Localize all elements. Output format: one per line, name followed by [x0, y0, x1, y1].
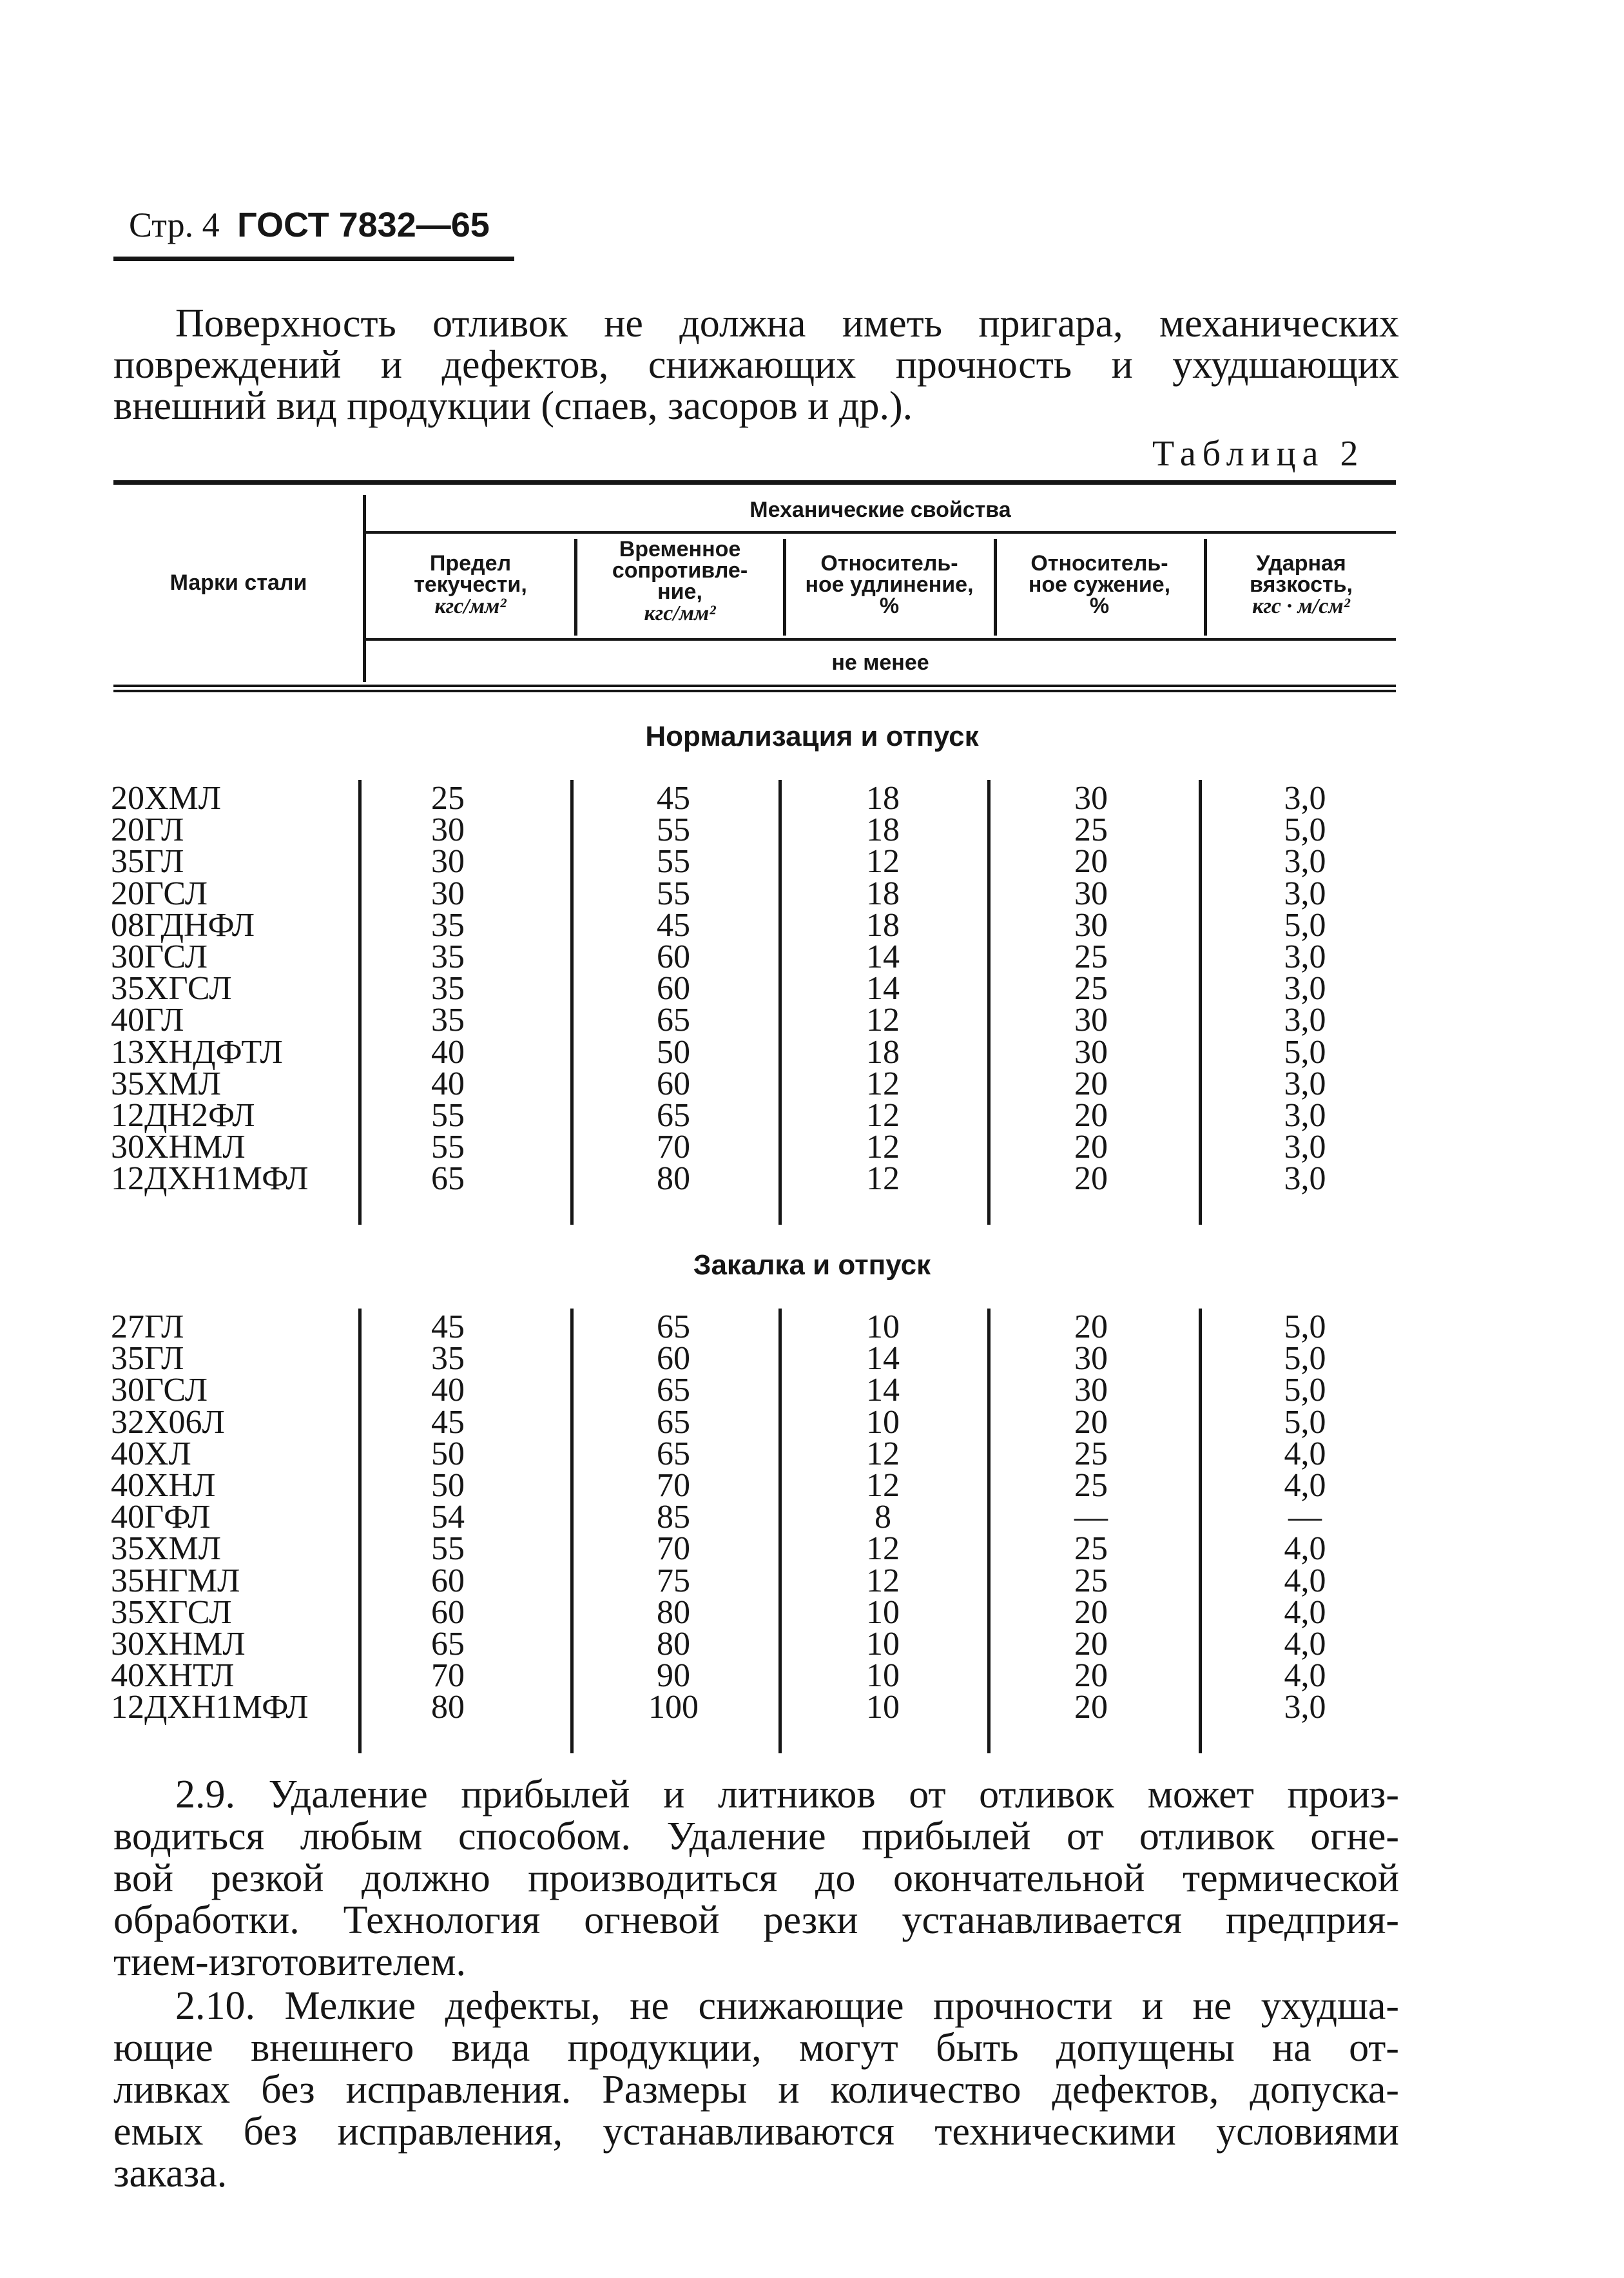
table-row — [0, 1467, 1624, 1504]
tensile-strength-cell: 60 — [657, 970, 690, 1008]
header-impact-strength: Ударная вязкость, кгс · м/см² — [1250, 551, 1353, 618]
grade-cell: 35НГМЛ — [111, 1562, 240, 1599]
yield-strength-cell: 35 — [431, 970, 465, 1008]
text-line: обработки. Технология огневой резки устанавливается предприя- — [113, 1898, 1399, 1942]
elongation-cell: 12 — [866, 1160, 900, 1198]
text-line: тием-изготовителем. — [113, 1940, 466, 1984]
header-sub-rule — [365, 638, 1396, 641]
reduction-cell: 20 — [1074, 1593, 1108, 1631]
table-row — [0, 1403, 1624, 1441]
reduction-cell: 25 — [1074, 1467, 1108, 1504]
impact-cell: 3,0 — [1284, 970, 1326, 1008]
page-number: Стр. 4 — [129, 206, 220, 244]
header-group: Механические свойства — [749, 498, 1011, 522]
tensile-strength-cell: 45 — [657, 906, 690, 944]
table-row — [0, 941, 1624, 973]
tensile-strength-cell: 70 — [657, 1467, 690, 1504]
text-line: вой резкой должно производиться до окончательной термической — [113, 1856, 1399, 1900]
table-row — [0, 1530, 1624, 1568]
reduction-cell: 25 — [1074, 939, 1108, 975]
reduction-cell: 30 — [1074, 1372, 1108, 1409]
yield-strength-cell: 45 — [431, 1309, 465, 1345]
grade-cell: 35ХМЛ — [111, 1065, 222, 1102]
tensile-strength-cell: 65 — [657, 1403, 690, 1441]
impact-cell: 3,0 — [1284, 843, 1326, 881]
tensile-strength-cell: 65 — [657, 1002, 690, 1039]
impact-cell: 4,0 — [1284, 1562, 1326, 1599]
table-row — [0, 1499, 1624, 1536]
grade-cell: 08ГДНФЛ — [111, 906, 255, 944]
tensile-strength-cell: 65 — [657, 1435, 690, 1472]
tensile-strength-cell: 80 — [657, 1160, 690, 1198]
tensile-strength-cell: 55 — [657, 875, 690, 912]
impact-cell: 3,0 — [1284, 1002, 1326, 1039]
header-yield-strength: Предел текучести, кгс/мм² — [414, 551, 527, 618]
table-row — [0, 1311, 1624, 1343]
table-row — [0, 1160, 1624, 1198]
impact-cell: 5,0 — [1284, 906, 1326, 944]
reduction-cell: 25 — [1074, 1435, 1108, 1472]
text-line: емых без исправления, устанавливаются техническими условиями — [113, 2110, 1399, 2154]
elongation-cell: 12 — [866, 1435, 900, 1472]
reduction-cell: 30 — [1074, 1033, 1108, 1071]
reduction-cell: 20 — [1074, 1097, 1108, 1134]
elongation-cell: 12 — [866, 1530, 900, 1568]
yield-strength-cell: 80 — [431, 1689, 465, 1726]
elongation-cell: 10 — [866, 1689, 900, 1726]
yield-strength-cell: 40 — [431, 1372, 465, 1409]
reduction-cell: 30 — [1074, 875, 1108, 912]
elongation-cell: 10 — [866, 1593, 900, 1631]
text-line: 2.9. Удаление прибылей и литников от отливок может произ- — [175, 1773, 1399, 1816]
table-label: Таблица 2 — [1152, 434, 1365, 474]
standard-number: ГОСТ 7832—65 — [237, 206, 490, 244]
grade-cell: 35ХМЛ — [111, 1530, 222, 1568]
grade-cell: 30ГСЛ — [111, 1372, 208, 1409]
text-line: повреждений и дефектов, снижающих прочность и ухудшающих — [113, 343, 1399, 387]
reduction-cell: 20 — [1074, 1309, 1108, 1345]
elongation-cell: 18 — [866, 812, 900, 849]
grade-cell: 20ГСЛ — [111, 875, 208, 912]
table-row — [0, 1340, 1624, 1378]
impact-cell: 3,0 — [1284, 1129, 1326, 1166]
yield-strength-cell: 35 — [431, 1340, 465, 1378]
impact-cell: 5,0 — [1284, 812, 1326, 849]
reduction-cell: 30 — [1074, 1002, 1108, 1039]
header-reduction-of-area: Относитель- ное сужение, % — [1028, 551, 1171, 618]
tensile-strength-cell: 80 — [657, 1593, 690, 1631]
reduction-cell: 20 — [1074, 1657, 1108, 1695]
yield-strength-cell: 35 — [431, 939, 465, 975]
tensile-strength-cell: 80 — [657, 1626, 690, 1662]
table-top-rule — [113, 480, 1396, 485]
table-row — [0, 1097, 1624, 1134]
yield-strength-cell: 50 — [431, 1467, 465, 1504]
text-line: 2.10. Мелкие дефекты, не снижающие прочности и не ухудша- — [175, 1984, 1399, 2028]
yield-strength-cell: 65 — [431, 1626, 465, 1662]
table-row — [0, 1002, 1624, 1039]
table-row — [0, 1033, 1624, 1071]
grade-cell: 30ГСЛ — [111, 939, 208, 975]
tensile-strength-cell: 60 — [657, 1340, 690, 1378]
header-rule — [113, 257, 514, 261]
tensile-strength-cell: 100 — [648, 1689, 699, 1726]
yield-strength-cell: 54 — [431, 1499, 465, 1536]
reduction-cell: 20 — [1074, 1160, 1108, 1198]
grade-cell: 30ХНМЛ — [111, 1129, 246, 1166]
section-title: Нормализация и отпуск — [645, 721, 979, 752]
page-header — [129, 205, 490, 245]
header-grade: Марки стали — [169, 570, 307, 595]
header-min-note: не менее — [831, 650, 929, 675]
table-row — [0, 1657, 1624, 1695]
tensile-strength-cell: 65 — [657, 1097, 690, 1134]
table-row — [0, 780, 1624, 817]
table-row — [0, 1065, 1624, 1102]
reduction-cell: 25 — [1074, 1562, 1108, 1599]
text-line: Поверхность отливок не должна иметь пригара, механических — [175, 302, 1399, 346]
yield-strength-cell: 65 — [431, 1160, 465, 1198]
yield-strength-cell: 35 — [431, 906, 465, 944]
table-row — [0, 875, 1624, 912]
reduction-cell: 20 — [1074, 843, 1108, 881]
table-row — [0, 843, 1624, 881]
table-row — [0, 812, 1624, 849]
tensile-strength-cell: 45 — [657, 780, 690, 817]
yield-strength-cell: 30 — [431, 843, 465, 881]
yield-strength-cell: 45 — [431, 1403, 465, 1441]
elongation-cell: 18 — [866, 875, 900, 912]
tensile-strength-cell: 70 — [657, 1129, 690, 1166]
impact-cell: 3,0 — [1284, 875, 1326, 912]
impact-cell: 3,0 — [1284, 1689, 1326, 1726]
grade-cell: 20ХМЛ — [111, 780, 222, 817]
grade-cell: 12ДХН1МФЛ — [111, 1689, 309, 1726]
tensile-strength-cell: 55 — [657, 843, 690, 881]
impact-cell: 4,0 — [1284, 1530, 1326, 1568]
impact-cell: 3,0 — [1284, 1160, 1326, 1198]
table-row — [0, 1435, 1624, 1472]
impact-cell: 5,0 — [1284, 1340, 1326, 1378]
yield-strength-cell: 70 — [431, 1657, 465, 1695]
impact-cell: 4,0 — [1284, 1467, 1326, 1504]
yield-strength-cell: 60 — [431, 1593, 465, 1631]
impact-cell: — — [1288, 1499, 1322, 1536]
tensile-strength-cell: 55 — [657, 812, 690, 849]
reduction-cell: 20 — [1074, 1689, 1108, 1726]
grade-cell: 35ГЛ — [111, 843, 184, 881]
reduction-cell: 30 — [1074, 906, 1108, 944]
elongation-cell: 12 — [866, 1129, 900, 1166]
elongation-cell: 14 — [866, 939, 900, 975]
elongation-cell: 12 — [866, 1065, 900, 1102]
table-row — [0, 1593, 1624, 1631]
header-sub-rule — [365, 531, 1396, 534]
elongation-cell: 12 — [866, 1097, 900, 1134]
grade-cell: 13ХНДФТЛ — [111, 1033, 283, 1071]
tensile-strength-cell: 85 — [657, 1499, 690, 1536]
yield-strength-cell: 30 — [431, 875, 465, 912]
table-row — [0, 1562, 1624, 1599]
elongation-cell: 10 — [866, 1403, 900, 1441]
text-line: заказа. — [113, 2152, 227, 2195]
impact-cell: 5,0 — [1284, 1033, 1326, 1071]
yield-strength-cell: 55 — [431, 1129, 465, 1166]
yield-strength-cell: 40 — [431, 1065, 465, 1102]
grade-cell: 40ХНТЛ — [111, 1657, 235, 1695]
tensile-strength-cell: 50 — [657, 1033, 690, 1071]
elongation-cell: 10 — [866, 1657, 900, 1695]
impact-cell: 3,0 — [1284, 1065, 1326, 1102]
reduction-cell: 20 — [1074, 1065, 1108, 1102]
tensile-strength-cell: 65 — [657, 1309, 690, 1345]
tensile-strength-cell: 70 — [657, 1530, 690, 1568]
grade-cell: 27ГЛ — [111, 1309, 184, 1345]
impact-cell: 5,0 — [1284, 1309, 1326, 1345]
impact-cell: 4,0 — [1284, 1593, 1326, 1631]
section-title: Закалка и отпуск — [693, 1249, 931, 1281]
grade-cell: 35ХГСЛ — [111, 970, 232, 1008]
elongation-cell: 14 — [866, 970, 900, 1008]
yield-strength-cell: 55 — [431, 1530, 465, 1568]
reduction-cell: 25 — [1074, 970, 1108, 1008]
table-row — [0, 1628, 1624, 1660]
grade-cell: 20ГЛ — [111, 812, 184, 849]
header-tensile-strength: Временное сопротивле- ние, кгс/мм² — [612, 537, 748, 625]
reduction-cell: 30 — [1074, 1340, 1108, 1378]
reduction-cell: — — [1074, 1499, 1108, 1536]
impact-cell: 4,0 — [1284, 1657, 1326, 1695]
tensile-strength-cell: 90 — [657, 1657, 690, 1695]
elongation-cell: 10 — [866, 1309, 900, 1345]
grade-cell: 35ГЛ — [111, 1340, 184, 1378]
grade-cell: 40ХНЛ — [111, 1467, 216, 1504]
table-row — [0, 970, 1624, 1008]
tensile-strength-cell: 60 — [657, 939, 690, 975]
yield-strength-cell: 50 — [431, 1435, 465, 1472]
impact-cell: 4,0 — [1284, 1626, 1326, 1662]
table-row — [0, 1372, 1624, 1409]
reduction-cell: 20 — [1074, 1129, 1108, 1166]
table-row — [0, 1689, 1624, 1726]
yield-strength-cell: 60 — [431, 1562, 465, 1599]
elongation-cell: 18 — [866, 1033, 900, 1071]
grade-cell: 35ХГСЛ — [111, 1593, 232, 1631]
impact-cell: 5,0 — [1284, 1403, 1326, 1441]
elongation-cell: 12 — [866, 843, 900, 881]
reduction-cell: 20 — [1074, 1626, 1108, 1662]
grade-cell: 40ХЛ — [111, 1435, 191, 1472]
yield-strength-cell: 55 — [431, 1097, 465, 1134]
grade-cell: 30ХНМЛ — [111, 1626, 246, 1662]
impact-cell: 4,0 — [1284, 1435, 1326, 1472]
tensile-strength-cell: 60 — [657, 1065, 690, 1102]
reduction-cell: 20 — [1074, 1403, 1108, 1441]
tensile-strength-cell: 75 — [657, 1562, 690, 1599]
elongation-cell: 14 — [866, 1372, 900, 1409]
grade-cell: 12ДХН1МФЛ — [111, 1160, 309, 1198]
grade-cell: 40ГФЛ — [111, 1499, 211, 1536]
reduction-cell: 25 — [1074, 1530, 1108, 1568]
yield-strength-cell: 35 — [431, 1002, 465, 1039]
text-line: ющие внешнего вида продукции, могут быть допущены на от- — [113, 2026, 1399, 2070]
elongation-cell: 12 — [866, 1562, 900, 1599]
grade-cell: 32Х06Л — [111, 1403, 225, 1441]
elongation-cell: 8 — [875, 1499, 891, 1536]
text-line: ливках без исправления. Размеры и количество дефектов, допуска- — [113, 2068, 1399, 2112]
impact-cell: 3,0 — [1284, 1097, 1326, 1134]
table-row — [0, 906, 1624, 944]
reduction-cell: 25 — [1074, 812, 1108, 849]
header-bottom-rule — [113, 685, 1396, 687]
impact-cell: 3,0 — [1284, 939, 1326, 975]
yield-strength-cell: 40 — [431, 1033, 465, 1071]
tensile-strength-cell: 65 — [657, 1372, 690, 1409]
yield-strength-cell: 30 — [431, 812, 465, 849]
header-elongation: Относитель- ное удлинение, % — [805, 551, 974, 618]
grade-cell: 40ГЛ — [111, 1002, 184, 1039]
yield-strength-cell: 25 — [431, 780, 465, 817]
elongation-cell: 18 — [866, 780, 900, 817]
elongation-cell: 10 — [866, 1626, 900, 1662]
reduction-cell: 30 — [1074, 780, 1108, 817]
header-bottom-rule — [113, 690, 1396, 692]
impact-cell: 3,0 — [1284, 780, 1326, 817]
grade-cell: 12ДН2ФЛ — [111, 1097, 255, 1134]
text-line: внешний вид продукции (спаев, засоров и др.). — [113, 384, 913, 428]
elongation-cell: 18 — [866, 906, 900, 944]
elongation-cell: 12 — [866, 1002, 900, 1039]
elongation-cell: 12 — [866, 1467, 900, 1504]
table-row — [0, 1129, 1624, 1166]
text-line: водиться любым способом. Удаление прибылей от отливок огне- — [113, 1815, 1399, 1858]
elongation-cell: 14 — [866, 1340, 900, 1378]
impact-cell: 5,0 — [1284, 1372, 1326, 1409]
